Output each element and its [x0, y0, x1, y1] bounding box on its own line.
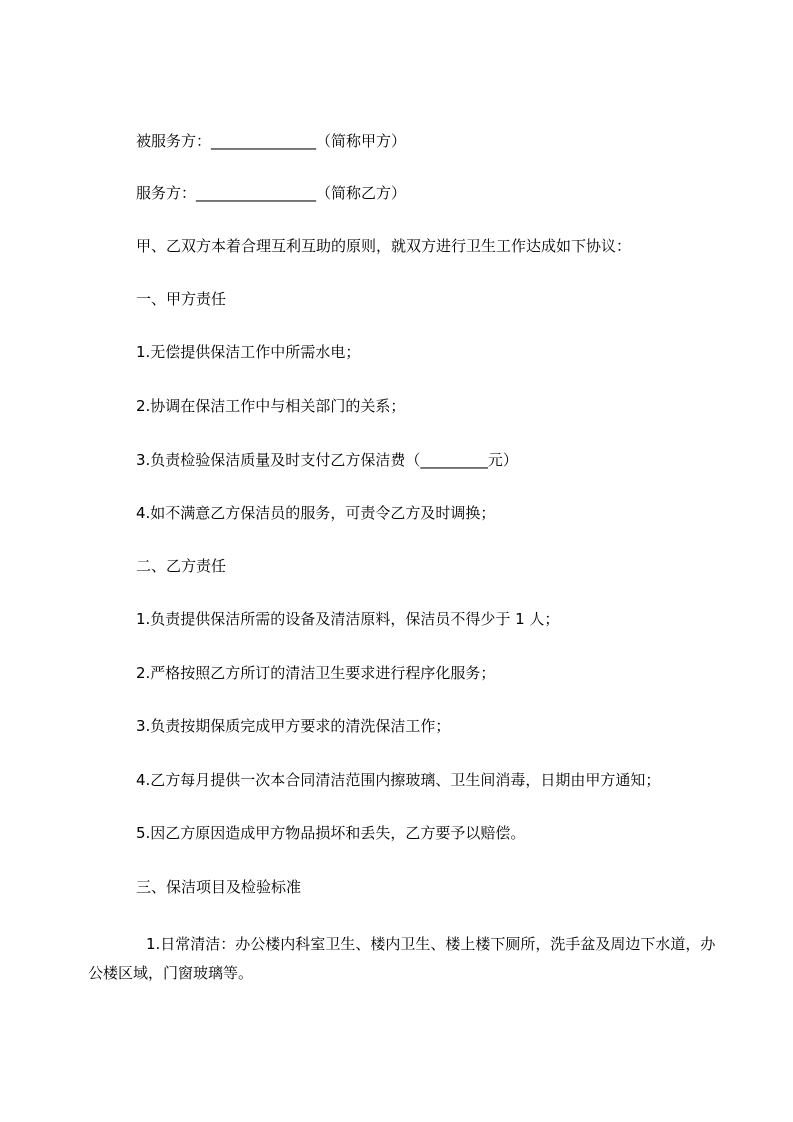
clause-a-3: 3.负责检验保洁质量及时支付乙方保洁费（_________元）: [136, 451, 518, 469]
clause-b-1: 1.负责提供保洁所需的设备及清洁原料，保洁员不得少于 1 人；: [136, 610, 560, 628]
clause-b-4: 4.乙方每月提供一次本合同清洁范围内擦玻璃、卫生间消毒，日期由甲方通知；: [136, 771, 661, 789]
section-heading-cleaning: 三、保洁项目及检验标准: [136, 878, 302, 896]
section-heading-party-a: 一、甲方责任: [136, 290, 227, 308]
clause-b-2: 2.严格按照乙方所订的清洁卫生要求进行程序化服务；: [136, 664, 496, 682]
preamble: 甲、乙双方本着合理互利互助的原则，就双方进行卫生工作达成如下协议：: [136, 237, 632, 255]
party-a-line: 被服务方：______________（简称甲方）: [136, 132, 407, 150]
clause-cleaning-1: 1.日常清洁：办公楼内科室卫生、楼内卫生、楼上楼下厕所，洗手盆及周边下水道，办公楼区域，门窗玻璃等。: [88, 935, 716, 982]
clause-a-2: 2.协调在保洁工作中与相关部门的关系；: [136, 397, 406, 415]
clause-a-1: 1.无偿提供保洁工作中所需水电；: [136, 343, 361, 361]
party-b-line: 服务方：________________（简称乙方）: [136, 184, 407, 202]
clause-b-3: 3.负责按期保质完成甲方要求的清洗保洁工作；: [136, 717, 451, 735]
clause-b-5: 5.因乙方原因造成甲方物品损坏和丢失，乙方要予以赔偿。: [136, 824, 526, 842]
clause-a-4: 4.如不满意乙方保洁员的服务，可责令乙方及时调换；: [136, 504, 496, 522]
section-heading-party-b: 二、乙方责任: [136, 557, 227, 575]
